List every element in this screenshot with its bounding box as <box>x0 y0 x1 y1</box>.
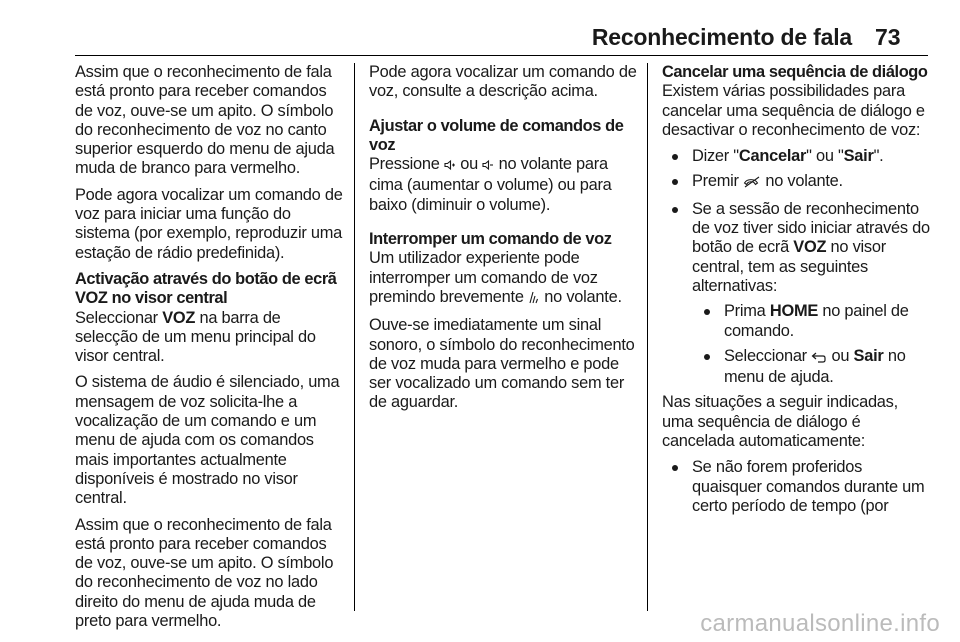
paragraph: Ouve-se imediatamente um sinal sonoro, o símbolo do reconhecimento de voz muda para vermelho e pode ser vocalizado um comando sem ter de aguardar. <box>369 316 635 412</box>
section-heading: Cancelar uma sequência de diálogo <box>662 63 928 81</box>
volume-down-icon <box>482 157 494 176</box>
list-item <box>662 172 930 193</box>
back-arrow-icon <box>811 349 827 368</box>
list-item <box>662 200 930 388</box>
text: Dizer " <box>692 147 739 166</box>
paragraph: Nas situações a seguir indicadas, uma sequência de diálogo é cancelada automaticamente: <box>662 393 898 451</box>
paragraph: Assim que o reconhecimento de fala está pronto para receber comandos de voz, ouve-se um apito. O símbolo do reconhecimento de voz no canto superior esquerdo do menu de ajuda muda de branco para vermelho. <box>75 63 335 178</box>
list-item <box>692 347 930 388</box>
section-heading: Ajustar o volume de comandos de voz <box>369 116 624 154</box>
voz-label: VOZ <box>793 238 827 257</box>
text: Seleccionar <box>724 346 812 365</box>
text: " ou " <box>806 147 844 166</box>
hang-up-icon <box>743 174 761 193</box>
text: no volante. <box>761 172 843 191</box>
page-number: 73 <box>875 24 901 50</box>
column-divider <box>354 63 355 611</box>
page-title: Reconhecimento de fala <box>591 24 852 50</box>
text: ou <box>455 155 483 174</box>
paragraph: Pode agora vocalizar um comando de voz para iniciar uma função do sistema (por exemplo, reproduzir uma estação de rádio predefinida). <box>75 185 343 262</box>
paragraph: Pode agora vocalizar um comando de voz, consulte a descrição acima. <box>369 63 637 101</box>
text: ou <box>827 346 854 365</box>
page-header <box>0 0 960 58</box>
section-heading: Activação através do botão de ecrã VOZ no visor central <box>75 269 337 308</box>
bullet-list <box>662 147 930 387</box>
bullet-list <box>662 458 930 516</box>
cancelar-label: Cancelar <box>738 147 807 166</box>
column-divider <box>647 63 648 611</box>
text: Prima <box>724 302 770 321</box>
text: no volante para cima (aumentar o volume) ou para baixo (diminuir o volume). <box>369 155 612 214</box>
text: ". <box>873 147 884 166</box>
sair-label: Sair <box>843 147 874 166</box>
text: Se a sessão de reconhecimento de voz tiver sido iniciar através do botão de ecrã <box>692 199 930 257</box>
text: Seleccionar <box>75 308 163 327</box>
text: no painel de comando. <box>724 302 909 340</box>
text: Pressione <box>369 155 444 174</box>
text: na barra de selecção de um menu principal do visor central. <box>75 308 316 366</box>
volume-up-icon <box>444 157 456 176</box>
column-1 <box>75 63 343 638</box>
paragraph <box>75 309 343 367</box>
text: no visor central, tem as seguintes alternativas: <box>692 238 886 295</box>
list-item <box>692 302 930 341</box>
watermark: carmanualsonline.info <box>700 610 940 637</box>
paragraph: O sistema de áudio é silenciado, uma mensagem de voz solicita-lhe a vocalização de um comando e um menu de ajuda com os comandos mais importantes actualmente disponíveis é mostrado no visor central. <box>75 373 340 508</box>
voice-recognition-icon <box>528 290 540 309</box>
voz-label: VOZ <box>162 308 196 327</box>
paragraph: Existem várias possibilidades para cancelar uma sequência de diálogo e desactivar o reconhecimento de voz: <box>662 82 925 139</box>
text: Premir <box>692 172 744 191</box>
section-heading: Interromper um comando de voz <box>369 230 612 249</box>
list-item <box>662 147 930 166</box>
sair-label: Sair <box>853 346 884 365</box>
header-rule <box>75 55 928 56</box>
paragraph <box>369 249 637 309</box>
text: no menu de ajuda. <box>724 346 906 387</box>
column-3 <box>662 63 930 522</box>
nested-list <box>692 302 930 387</box>
list-item: Se não forem proferidos quaisquer comandos durante um certo período de tempo (por <box>662 458 930 516</box>
home-label: HOME <box>769 302 819 321</box>
paragraph: Assim que o reconhecimento de fala está pronto para receber comandos de voz, ouve-se um apito. O símbolo do reconhecimento de voz no lado direito do menu de ajuda muda de preto para vermelho. <box>75 515 334 631</box>
text: Um utilizador experiente pode interromper um comando de voz premindo brevemente <box>369 249 598 306</box>
column-2 <box>369 63 637 420</box>
paragraph <box>369 155 637 215</box>
text: no volante. <box>540 287 622 306</box>
